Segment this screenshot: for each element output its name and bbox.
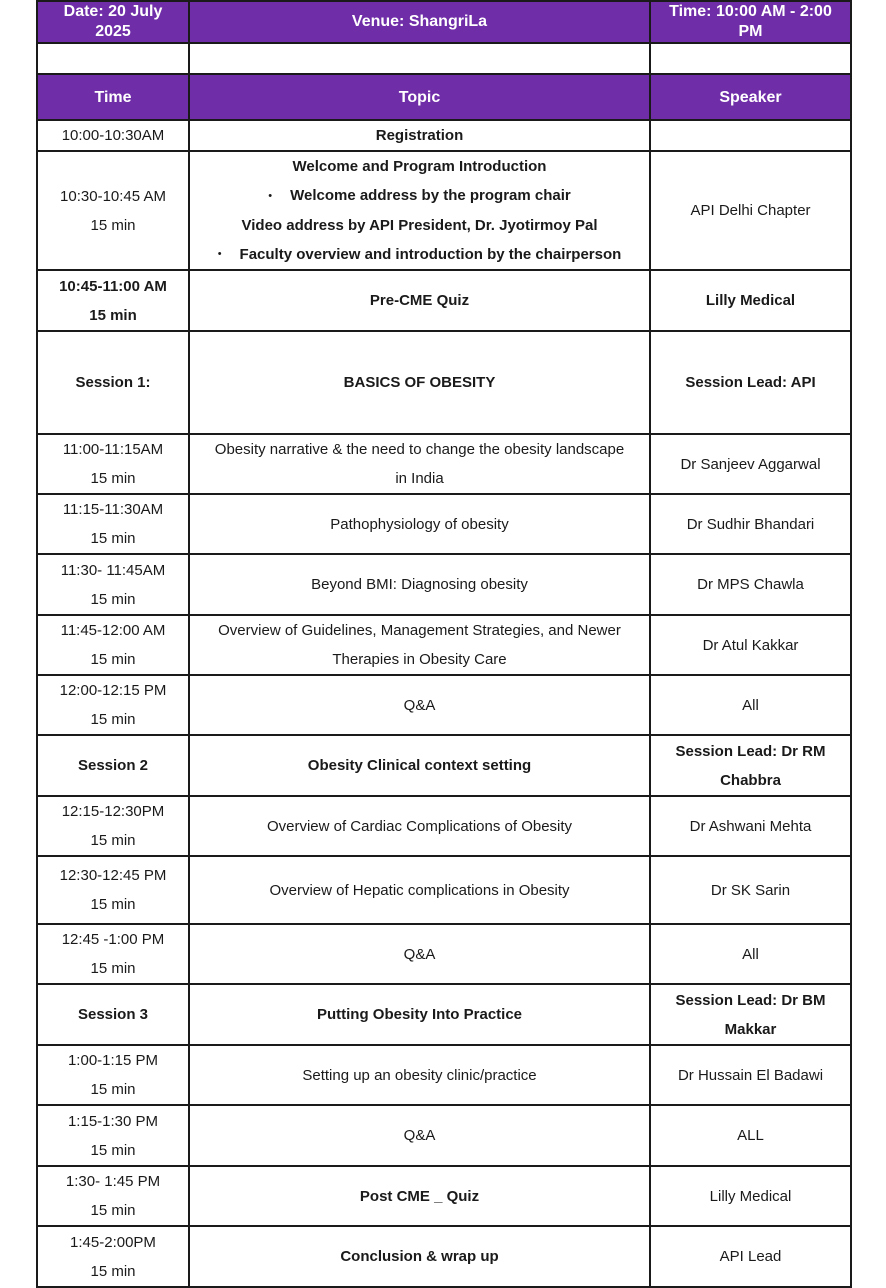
topic-cell (189, 1166, 650, 1226)
agenda-row (37, 984, 851, 1045)
speaker-line: Dr Atul Kakkar (702, 636, 799, 654)
topic-line: Video address by API President, Dr. Jyotirmoy Pal (241, 216, 598, 234)
agenda-row (37, 494, 851, 554)
agenda-row (37, 331, 851, 434)
speaker-cell (650, 331, 851, 434)
header-topic: Topic (189, 74, 650, 120)
agenda-table (36, 0, 852, 1288)
time-line: 12:00-12:15 PM (59, 682, 167, 700)
time-line: 15 min (90, 216, 136, 234)
speaker-cell (650, 796, 851, 856)
time-cell (37, 856, 189, 924)
speaker-line: Dr Hussain El Badawi (677, 1066, 824, 1084)
speaker-cell (650, 434, 851, 494)
speaker-line: Session Lead: API (685, 374, 816, 392)
agenda-row (37, 1045, 851, 1105)
time-line: Session 3 (77, 1006, 149, 1024)
topic-cell (189, 675, 650, 735)
time-cell (37, 1166, 189, 1226)
event-info-row (37, 1, 851, 43)
time-line: 1:30- 1:45 PM (65, 1173, 161, 1191)
header-time: Time (37, 74, 189, 120)
time-line: 15 min (90, 530, 136, 548)
agenda-row (37, 675, 851, 735)
speaker-line: Lilly Medical (705, 292, 796, 310)
time-cell (37, 1226, 189, 1287)
time-line: 12:15-12:30PM (61, 803, 165, 821)
time-line: 15 min (90, 1141, 136, 1159)
time-line: Session 2 (77, 757, 149, 775)
speaker-cell (650, 984, 851, 1045)
agenda-row (37, 1105, 851, 1166)
topic-line: Putting Obesity Into Practice (316, 1006, 523, 1024)
agenda-row (37, 924, 851, 984)
speaker-cell (650, 1226, 851, 1287)
time-line: 15 min (90, 1202, 136, 1220)
time-cell (37, 615, 189, 675)
time-line: 15 min (89, 306, 137, 324)
time-line: Session 1: (75, 374, 151, 392)
topic-line: • Welcome address by the program chair (196, 181, 643, 211)
topic-line: Conclusion & wrap up (340, 1248, 499, 1266)
spacer-row (37, 43, 851, 74)
time-cell (37, 434, 189, 494)
speaker-cell (650, 615, 851, 675)
speaker-cell (650, 1045, 851, 1105)
time-line: 15 min (90, 651, 136, 669)
time-cell (37, 151, 189, 270)
speaker-line: Makkar (724, 1020, 777, 1038)
event-venue: Venue: ShangriLa (189, 1, 650, 43)
topic-line: Setting up an obesity clinic/practice (302, 1066, 537, 1084)
time-line: 10:00-10:30AM (61, 127, 165, 144)
time-cell (37, 1105, 189, 1166)
time-line: 15 min (90, 832, 136, 850)
topic-cell (189, 494, 650, 554)
agenda-row (37, 615, 851, 675)
speaker-line: Dr SK Sarin (710, 881, 791, 899)
topic-cell (189, 554, 650, 615)
speaker-cell (650, 270, 851, 331)
time-line: 1:45-2:00PM (70, 1233, 156, 1251)
time-line: 15 min (90, 590, 136, 608)
topic-line: BASICS OF OBESITY (343, 374, 496, 392)
topic-line: Therapies in Obesity Care (332, 651, 507, 669)
time-line: 10:45-11:00 AM (59, 277, 167, 295)
speaker-line: API Delhi Chapter (690, 202, 811, 220)
agenda-row (37, 151, 851, 270)
time-line: 11:45-12:00 AM (60, 622, 166, 640)
topic-cell (189, 120, 650, 151)
speaker-line: Dr Ashwani Mehta (689, 817, 812, 835)
topic-cell (189, 984, 650, 1045)
agenda-row (37, 434, 851, 494)
speaker-line: Chabbra (720, 771, 781, 789)
time-line: 12:30-12:45 PM (59, 867, 167, 885)
speaker-line: Lilly Medical (709, 1187, 792, 1205)
speaker-line: Dr Sudhir Bhandari (686, 515, 815, 533)
time-line: 15 min (90, 960, 136, 978)
time-line: 15 min (90, 711, 136, 729)
time-cell (37, 270, 189, 331)
time-line: 11:00-11:15AM (62, 441, 164, 459)
time-line: 1:15-1:30 PM (67, 1112, 159, 1130)
topic-cell (189, 924, 650, 984)
speaker-cell (650, 554, 851, 615)
topic-line: Pathophysiology of obesity (330, 515, 509, 533)
speaker-cell (650, 675, 851, 735)
topic-line: Welcome and Program Introduction (292, 158, 547, 175)
time-cell (37, 1045, 189, 1105)
speaker-cell (650, 1166, 851, 1226)
topic-line: Pre-CME Quiz (369, 292, 470, 310)
topic-cell (189, 735, 650, 796)
empty-cell (189, 43, 650, 74)
topic-cell (189, 615, 650, 675)
speaker-line: All (742, 696, 759, 714)
topic-cell (189, 270, 650, 331)
topic-line: in India (395, 470, 444, 488)
agenda-row (37, 796, 851, 856)
speaker-cell (650, 494, 851, 554)
empty-cell (37, 43, 189, 74)
speaker-cell (650, 1105, 851, 1166)
column-header-row (37, 74, 851, 120)
topic-cell (189, 856, 650, 924)
time-line: 15 min (90, 1262, 136, 1280)
empty-cell (650, 43, 851, 74)
time-line: 1:00-1:15 PM (67, 1052, 159, 1070)
agenda-row (37, 120, 851, 151)
speaker-cell (650, 120, 851, 151)
time-cell (37, 924, 189, 984)
time-cell (37, 331, 189, 434)
topic-cell (189, 796, 650, 856)
topic-cell (189, 151, 650, 270)
event-time: Time: 10:00 AM - 2:00 PM (650, 1, 851, 43)
time-cell (37, 735, 189, 796)
time-line: 12:45 -1:00 PM (61, 931, 165, 949)
time-line: 11:15-11:30AM (62, 501, 164, 519)
topic-line: Obesity Clinical context setting (307, 757, 532, 775)
time-line: 11:30- 11:45AM (60, 561, 166, 579)
agenda-row (37, 554, 851, 615)
topic-line: Q&A (403, 1127, 436, 1145)
speaker-line: Dr Sanjeev Aggarwal (680, 455, 821, 473)
topic-cell (189, 434, 650, 494)
topic-line: Q&A (403, 696, 436, 714)
topic-line: Overview of Guidelines, Management Strategies, and Newer (218, 622, 621, 640)
topic-cell (189, 1226, 650, 1287)
topic-line: Obesity narrative & the need to change the obesity landscape (214, 441, 625, 459)
topic-line: Registration (375, 127, 464, 144)
topic-cell (189, 1105, 650, 1166)
speaker-cell (650, 151, 851, 270)
topic-line: • Faculty overview and introduction by the chairperson (196, 240, 643, 270)
topic-cell (189, 1045, 650, 1105)
event-date: Date: 20 July 2025 (37, 1, 189, 43)
agenda-row (37, 856, 851, 924)
time-cell (37, 120, 189, 151)
time-cell (37, 494, 189, 554)
time-line: 15 min (90, 1081, 136, 1099)
topic-line: Beyond BMI: Diagnosing obesity (311, 576, 528, 594)
topic-line: Q&A (403, 945, 436, 963)
agenda-row (37, 735, 851, 796)
speaker-line: API Lead (719, 1248, 782, 1266)
time-cell (37, 796, 189, 856)
speaker-line: ALL (737, 1127, 764, 1145)
time-cell (37, 675, 189, 735)
time-line: 15 min (90, 896, 136, 914)
time-cell (37, 554, 189, 615)
time-cell (37, 984, 189, 1045)
time-line: 10:30-10:45 AM (60, 187, 166, 205)
speaker-cell (650, 735, 851, 796)
agenda-row (37, 1226, 851, 1287)
speaker-line: Session Lead: Dr RM (675, 742, 826, 760)
topic-cell (189, 331, 650, 434)
speaker-line: All (742, 945, 759, 963)
speaker-line: Dr MPS Chawla (697, 576, 804, 594)
header-speaker: Speaker (650, 74, 851, 120)
speaker-cell (650, 856, 851, 924)
agenda-row (37, 1166, 851, 1226)
topic-line: Overview of Hepatic complications in Obesity (269, 881, 570, 899)
topic-line: Overview of Cardiac Complications of Obesity (266, 817, 573, 835)
time-line: 15 min (90, 470, 136, 488)
speaker-line: Session Lead: Dr BM (675, 991, 826, 1009)
speaker-cell (650, 924, 851, 984)
agenda-row (37, 270, 851, 331)
topic-line: Post CME _ Quiz (359, 1187, 480, 1205)
